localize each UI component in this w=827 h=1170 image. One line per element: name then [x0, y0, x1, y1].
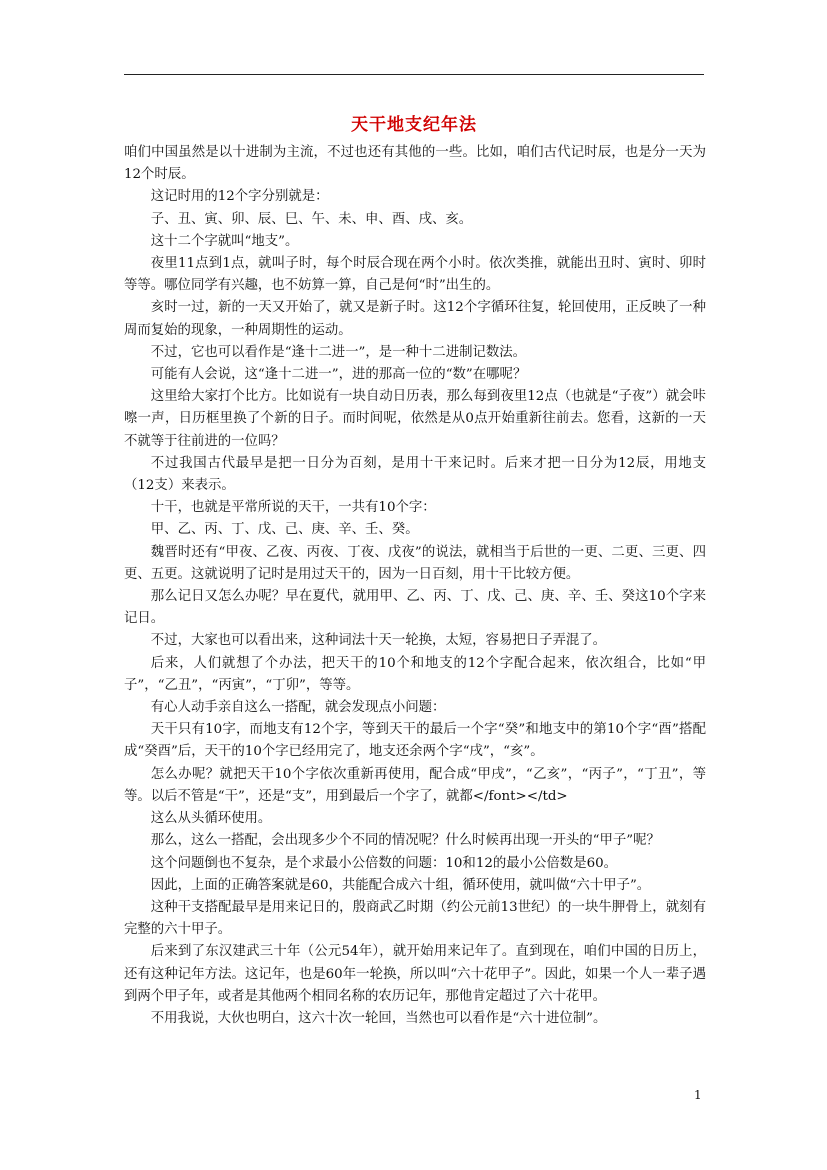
paragraph: 后来到了东汉建武三十年（公元54年），就开始用来记年了。直到现在，咱们中国的日历上，还有这种记年方法。这记年，也是60年一轮换，所以叫“六十花甲子”。因此，如果一个人一辈子遇到两个甲子年，或者是其他两个相同名称的农历记年，那他肯定超过了六十花甲。 [124, 944, 706, 1004]
paragraph: 这么从头循环使用。 [150, 811, 272, 827]
paragraph: 甲、乙、丙、丁、戊、己、庚、辛、壬、癸。 [150, 522, 419, 538]
paragraph: 不过我国古代最早是把一日分为百刻，是用十干来记时。后来才把一日分为12辰，用地支（12支）来表示。 [124, 455, 706, 494]
page-number: 1 [694, 1088, 702, 1102]
paragraph: 魏晋时还有“甲夜、乙夜、丙夜、丁夜、戊夜”的说法，就相当于后世的一更、二更、三更、四更、五更。这就说明了记时是用过天干的，因为一日百刻，用十干比较方便。 [124, 544, 706, 582]
paragraph: 亥时一过，新的一天又开始了，就又是新子时。这12个字循环往复，轮回使用，正反映了一种周而复始的现象，一种周期性的运动。 [124, 300, 706, 338]
paragraph: 不过，它也可以看作是“逢十二进一”，是一种十二进制记数法。 [150, 344, 527, 360]
paragraph: 那么，这么一搭配，会出现多少个不同的情况呢？什么时候再出现一开头的“甲子”呢？ [150, 833, 660, 849]
paragraph: 夜里11点到1点，就叫子时，每个时辰合现在两个小时。依次类推，就能出丑时、寅时、卯时等等。哪位同学有兴趣，也不妨算一算，自己是何“时”出生的。 [124, 256, 706, 294]
paragraph: 因此，上面的正确答案就是60，共能配合成六十组，循环使用，就叫做“六十甲子”。 [150, 877, 651, 893]
paragraph: 怎么办呢？就把天干10个字依次重新再使用，配合成“甲戌”，“乙亥”，“丙子”，“丁丑”，等等。以后不管是“干”，还是“支”，用到最后一个字了，就都</font></td> [124, 766, 706, 804]
paragraph: 这记时用的12个字分别就是： [150, 189, 329, 205]
paragraph: 不过，大家也可以看出来，这种词法十天一轮换，太短，容易把日子弄混了。 [150, 633, 607, 649]
header-rule [124, 74, 704, 75]
paragraph: 子、丑、寅、卯、辰、巳、午、未、申、酉、戌、亥。 [150, 211, 473, 227]
paragraph: 这种干支搭配最早是用来记日的，殷商武乙时期（约公元前13世纪）的一块牛胛骨上，就刻有完整的六十甲子。 [124, 899, 706, 938]
paragraph: 有心人动手亲自这么一搭配，就会发现点小问题： [150, 700, 446, 716]
paragraph: 那么记日又怎么办呢？早在夏代，就用甲、乙、丙、丁、戊、己、庚、辛、壬、癸这10个字来记日。 [124, 589, 706, 627]
paragraph: 后来，人们就想了个办法，把天干的10个和地支的12个字配合起来，依次组合，比如“甲子”，“乙丑”，“丙寅”，“丁卯”，等等。 [124, 655, 706, 693]
paragraph: 这里给大家打个比方。比如说有一块自动日历表，那么每到夜里12点（也就是“子夜”）就会咔嚓一声，日历框里换了个新的日子。而时间呢，依然是从0点开始重新往前去。您看，这新的一天不就等于往前进的一位吗？ [124, 389, 706, 449]
paragraph: 这十二个字就叫“地支”。 [150, 233, 299, 249]
paragraph: 这个问题倒也不复杂，是个求最小公倍数的问题：10和12的最小公倍数是60。 [150, 855, 618, 871]
paragraph: 十干，也就是平常所说的天干，一共有10个字： [150, 500, 436, 516]
paragraph: 可能有人会说，这“逢十二进一”，进的那高一位的“数”在哪呢？ [150, 367, 527, 383]
paragraph: 不用我说，大伙也明白，这六十次一轮回，当然也可以看作是“六十进位制”。 [150, 1010, 607, 1026]
paragraph: 天干只有10字，而地支有12个字，等到天干的最后一个字“癸”和地支中的第10个字“酉”搭配成“癸酉”后，天干的10个字已经用完了，地支还余两个字“戌”，“亥”。 [124, 722, 706, 760]
page-title: 天干地支纪年法 [351, 115, 477, 135]
paragraph: 咱们中国虽然是以十进制为主流，不过也还有其他的一些。比如，咱们古代记时辰，也是分一天为12个时辰。 [124, 145, 706, 183]
document-body [124, 142, 706, 1030]
